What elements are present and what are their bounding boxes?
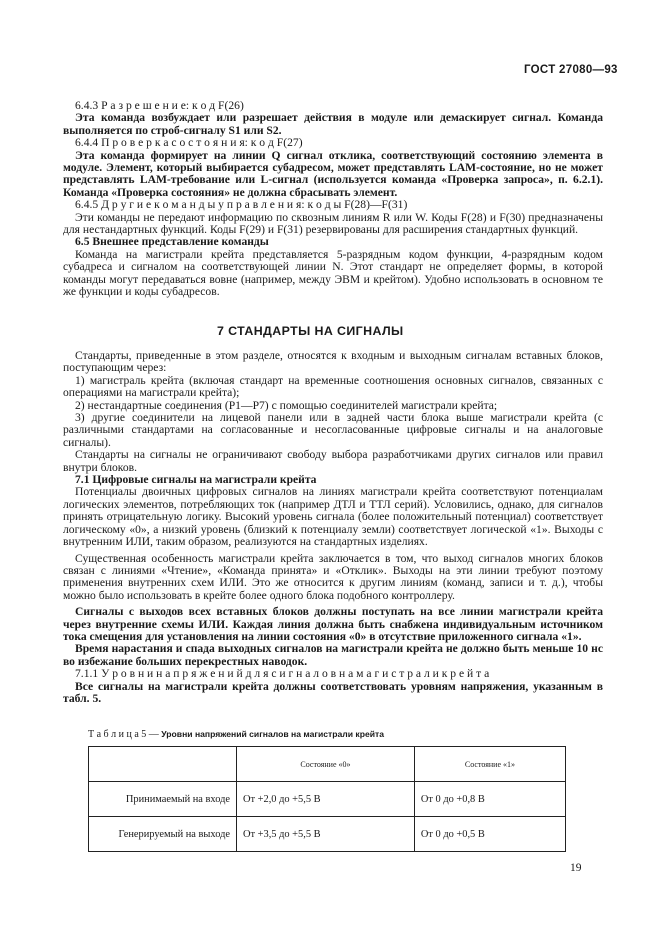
- section-6-continuation: [63, 100, 603, 299]
- paragraph-6-4-3: Эта команда возбуждает или разрешает действия в модуле или демаскирует сигнал. Команда выполняется по строб-сигналу S1 или S2.: [63, 111, 603, 137]
- row-state-0-value: От +2,0 до +5,5 В: [237, 782, 415, 817]
- list-item-2: 2) нестандартные соединения (P1—P7) с помощью соединителей магистрали крейта;: [75, 398, 498, 412]
- page-number: 19: [570, 862, 582, 874]
- table-row: [89, 817, 566, 852]
- row-label: Принимаемый на входе: [89, 782, 237, 817]
- section-7-title: 7 СТАНДАРТЫ НА СИГНАЛЫ: [217, 324, 404, 338]
- heading-6-4-3: 6.4.3 Р а з р е ш е н и е: к о д F(26): [75, 99, 244, 112]
- paragraph-6-4-5: Эти команды не передают информацию по сквозным линиям R или W. Коды F(28) и F(30) предназначены для нестандартных функций. Коды F(29) и F(31) резервированы для расширения стандартных функций.: [63, 210, 603, 237]
- row-label: Генерируемый на выходе: [89, 817, 237, 852]
- voltage-levels-table: [88, 746, 566, 852]
- standard-number: ГОСТ 27080—93: [524, 64, 618, 76]
- heading-6-5: 6.5 Внешнее представление команды: [75, 235, 269, 249]
- table-caption: [88, 729, 384, 740]
- heading-6-4-4: 6.4.4 П р о в е р к а с о с т о я н и я: к о д F(27): [75, 136, 303, 150]
- section-7-body: [63, 350, 603, 705]
- paragraph-7-1-a: Потенциалы двоичных цифровых сигналов на линиях магистрали крейта соответствуют потенциалам логических элементов, потребляющих ток (например ДТЛ и ТТЛ серий). Условились, однако, для сигналов принять отрицательную логику. Высокий уровень сигнала (более положительный потенциал) соответствует логическому «0», а низкий уровень (близкий к потенциалу земли) соответствует логической «1». Выходы с внутренним ИЛИ, таким образом, реализуются на стандартных изделиях.: [63, 485, 603, 549]
- table-header-empty: [89, 747, 237, 782]
- paragraph-6-5: Команда на магистрали крейта представляется 5-разрядным кодом функции, 4-разрядным кодом субадреса и сигналом на соответствующей линии N. Этот стандарт не определяет формы, в которой команды могут передаваться вовне (например, между ЭВМ и крейтом). Удобно использовать в основном те же функции и коды субадресов.: [63, 247, 603, 299]
- heading-7-1-1: 7.1.1 У р о в н и н а п р я ж е н и й д л я с и г н а л о в н а м а г и с т р а л и к р е й т а: [75, 667, 490, 681]
- paragraph-6-4-4: Эта команда формирует на линии Q сигнал отклика, соответствующий состоянию элемента в модуле. Элемент, который выбирается субадресом, может представлять LAM-состояние, но не может представлять LAM-требование или L-сигнал (используется команда «Проверка запроса», п. 6.2.1). Команда «Проверка состояния» не должна сбрасывать элемент.: [63, 148, 603, 199]
- paragraph-7-1-1: Все сигналы на магистрали крейта должны соответствовать уровням напряжения, указанным в табл. 5.: [63, 679, 603, 705]
- heading-6-4-5: 6.4.5 Д р у г и е к о м а н д ы у п р а в л е н и я: к о д ы F(28)—F(31): [75, 198, 408, 212]
- row-state-1-value: От 0 до +0,5 В: [414, 817, 565, 852]
- table-header-state-1: Состояние «1»: [414, 747, 565, 782]
- table-title: Уровни напряжений сигналов на магистрали крейта: [161, 729, 385, 739]
- section-7-intro: Стандарты, приведенные в этом разделе, относятся к входным и выходным сигналам вставных блоков, поступающим через:: [63, 349, 603, 375]
- paragraph-7-1-d: Время нарастания и спада выходных сигналов на магистрали крейта не должно быть меньше 10 нс во избежание больших перекрестных наводок.: [63, 642, 603, 668]
- table-row: [89, 782, 566, 817]
- table-label: Т а б л и ц а 5 —: [88, 729, 159, 740]
- list-item-3: 3) другие соединители на лицевой панели или в задней части блока выше магистрали крейта (с различными стандартами на согласованные и несогласованные цифровые сигналы и на аналоговые сигналы).: [63, 411, 603, 449]
- table-header-row: [89, 747, 566, 782]
- row-state-1-value: От 0 до +0,8 В: [414, 782, 565, 817]
- list-item-1: 1) магистраль крейта (включая стандарт на временные соотношения основных сигналов, связанных с операциями на магистрали крейта);: [63, 373, 603, 400]
- table-header-state-0: Состояние «0»: [237, 747, 415, 782]
- paragraph-7-1-c: Сигналы с выходов всех вставных блоков должны поступать на все линии магистрали крейта через внутренние схемы ИЛИ. Каждая линия должна быть снабжена индивидуальным источником тока смещения для установления на линии состояния «0» в отсутствие приложенного сигнала «1».: [63, 605, 603, 643]
- row-state-0-value: От +3,5 до +5,5 В: [237, 817, 415, 852]
- heading-7-1: 7.1 Цифровые сигналы на магистрали крейта: [75, 473, 317, 487]
- paragraph-7-1-b: Существенная особенность магистрали крейта заключается в том, что выход сигналов многих блоков связан с линиями «Чтение», «Команда принята» и «Отклик». Выходы на эти линии требуют поэтому применения внутренних схем ИЛИ. Это же относится к другим линиям (команд, записи и т. д.), чтобы можно было использовать в крейте более одного блока подобного контроллеру.: [63, 551, 603, 602]
- section-7-free-choice: Стандарты на сигналы не ограничивают свободу выбора разработчиками других сигналов или правил внутри блоков.: [63, 448, 603, 474]
